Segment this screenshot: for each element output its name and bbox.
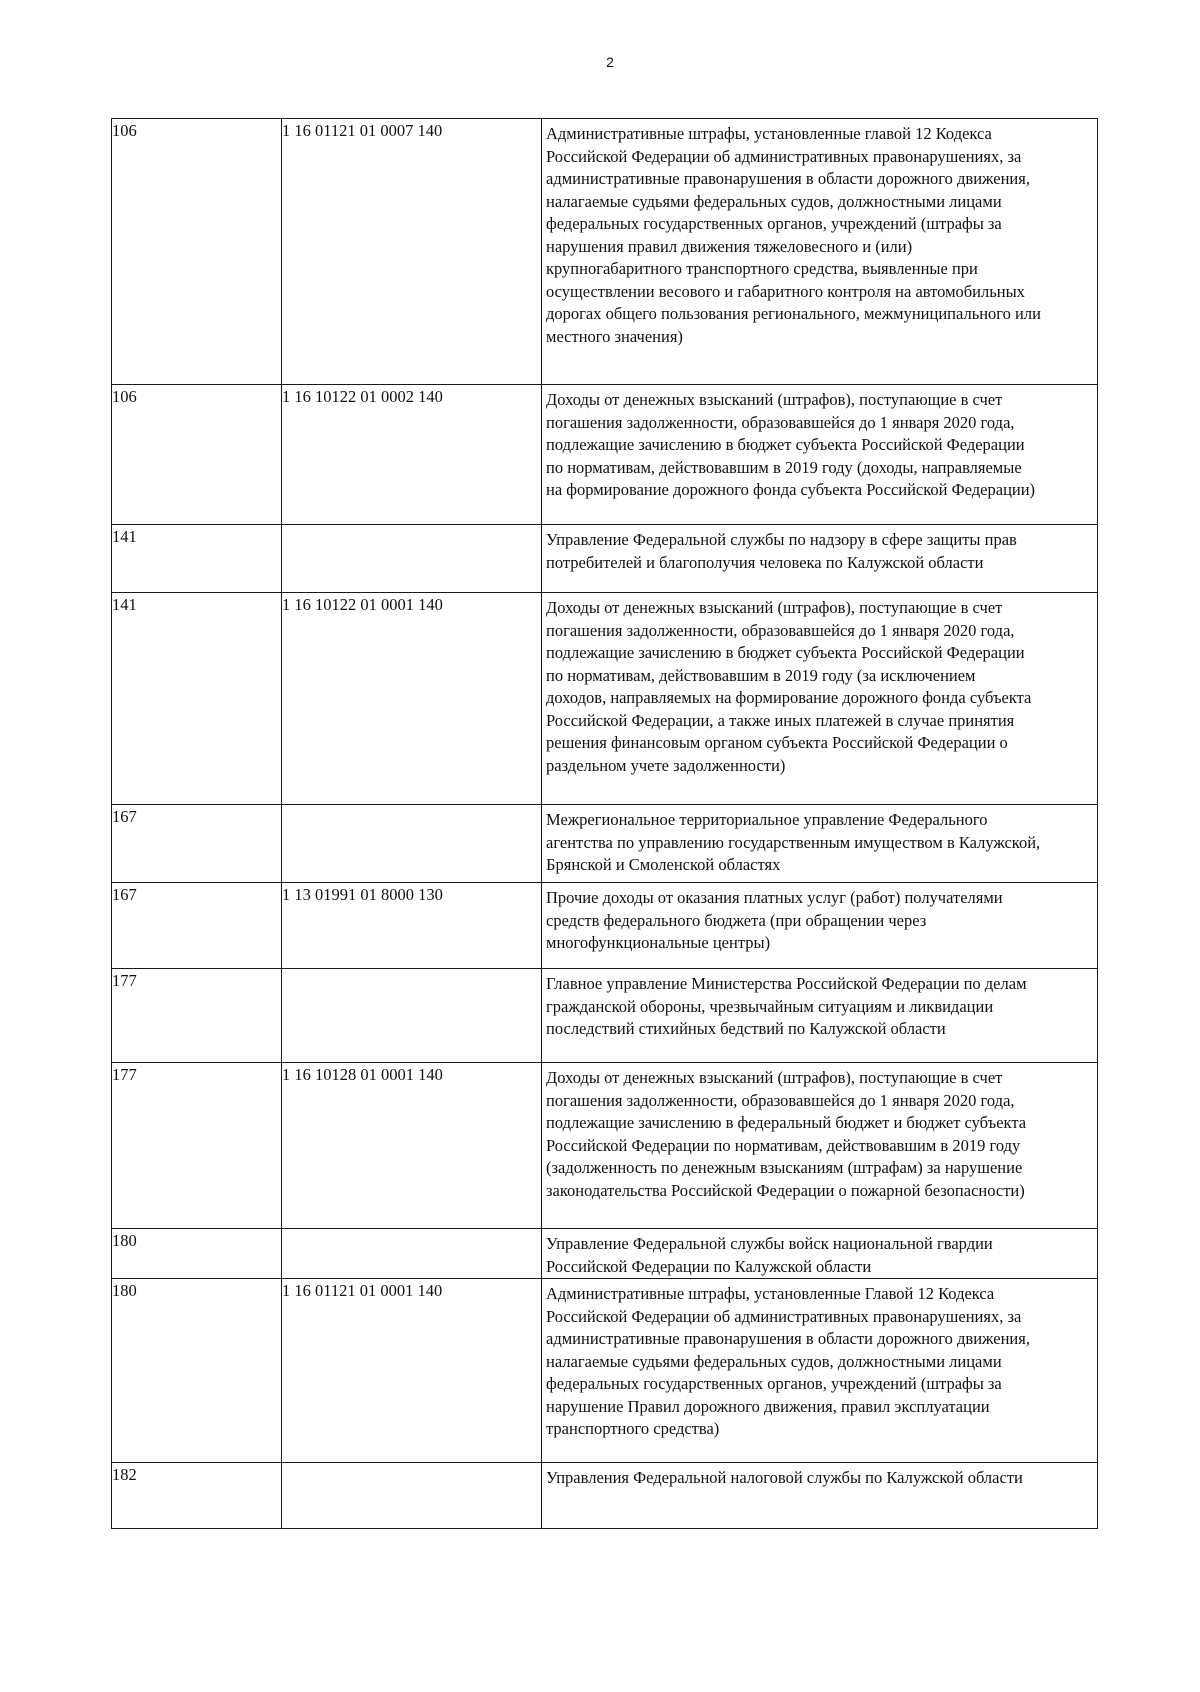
- table-row: [112, 525, 1098, 593]
- admin-code-cell: 177: [112, 969, 282, 1063]
- admin-code-cell: 177: [112, 1063, 282, 1229]
- table-row: [112, 1279, 1098, 1463]
- description-cell: Управление Федеральной службы войск национальной гвардии Российской Федерации по Калужской области: [542, 1229, 1098, 1279]
- table-body: [112, 119, 1098, 1529]
- admin-code-cell: 106: [112, 385, 282, 525]
- table-row: [112, 385, 1098, 525]
- description-cell: Доходы от денежных взысканий (штрафов), поступающие в счет погашения задолженности, образовавшейся до 1 января 2020 года, подлежащие зачислению в бюджет субъекта Российской Федерации по нормативам, действовавшим в 2019 году (доходы, направляемые на формирование дорожного фонда субъекта Российской Федерации): [542, 385, 1098, 525]
- kbk-code-cell: 1 16 10128 01 0001 140: [282, 1063, 542, 1229]
- description-cell: Доходы от денежных взысканий (штрафов), поступающие в счет погашения задолженности, образовавшейся до 1 января 2020 года, подлежащие зачислению в бюджет субъекта Российской Федерации по нормативам, действовавшим в 2019 году (за исключением доходов, направляемых на формирование дорожного фонда субъекта Российской Федерации, а также иных платежей в случае принятия решения финансовым органом субъекта Российской Федерации о раздельном учете задолженности): [542, 593, 1098, 805]
- table-row: [112, 805, 1098, 883]
- table-row: [112, 883, 1098, 969]
- table-row: [112, 1229, 1098, 1279]
- kbk-code-cell: 1 16 01121 01 0001 140: [282, 1279, 542, 1463]
- description-cell: Управления Федеральной налоговой службы по Калужской области: [542, 1463, 1098, 1529]
- kbk-code-cell: 1 16 01121 01 0007 140: [282, 119, 542, 385]
- admin-code-cell: 167: [112, 805, 282, 883]
- table-row: [112, 593, 1098, 805]
- kbk-code-cell: 1 13 01991 01 8000 130: [282, 883, 542, 969]
- table-row: [112, 969, 1098, 1063]
- description-cell: Главное управление Министерства Российской Федерации по делам гражданской обороны, чрезвычайным ситуациям и ликвидации последствий стихийных бедствий по Калужской области: [542, 969, 1098, 1063]
- admin-code-cell: 180: [112, 1229, 282, 1279]
- table-row: [112, 1063, 1098, 1229]
- kbk-code-cell: 1 16 10122 01 0002 140: [282, 385, 542, 525]
- description-cell: Прочие доходы от оказания платных услуг (работ) получателями средств федерального бюджета (при обращении через многофункциональные центры): [542, 883, 1098, 969]
- kbk-code-cell: [282, 1463, 542, 1529]
- admin-code-cell: 167: [112, 883, 282, 969]
- description-cell: Управление Федеральной службы по надзору в сфере защиты прав потребителей и благополучия человека по Калужской области: [542, 525, 1098, 593]
- table-row: [112, 1463, 1098, 1529]
- admin-code-cell: 180: [112, 1279, 282, 1463]
- budget-codes-table: [111, 118, 1098, 1529]
- admin-code-cell: 182: [112, 1463, 282, 1529]
- admin-code-cell: 141: [112, 593, 282, 805]
- description-cell: Доходы от денежных взысканий (штрафов), поступающие в счет погашения задолженности, образовавшейся до 1 января 2020 года, подлежащие зачислению в федеральный бюджет и бюджет субъекта Российской Федерации по нормативам, действовавшим в 2019 году (задолженность по денежным взысканиям (штрафам) за нарушение законодательства Российской Федерации о пожарной безопасности): [542, 1063, 1098, 1229]
- kbk-code-cell: [282, 805, 542, 883]
- table-row: [112, 119, 1098, 385]
- kbk-code-cell: 1 16 10122 01 0001 140: [282, 593, 542, 805]
- admin-code-cell: 106: [112, 119, 282, 385]
- description-cell: Межрегиональное территориальное управление Федерального агентства по управлению государственным имуществом в Калужской, Брянской и Смоленской областях: [542, 805, 1098, 883]
- description-cell: Административные штрафы, установленные Главой 12 Кодекса Российской Федерации об административных правонарушениях, за административные правонарушения в области дорожного движения, налагаемые судьями федеральных судов, должностными лицами федеральных государственных органов, учреждений (штрафы за нарушение Правил дорожного движения, правил эксплуатации транспортного средства): [542, 1279, 1098, 1463]
- description-cell: Административные штрафы, установленные главой 12 Кодекса Российской Федерации об административных правонарушениях, за административные правонарушения в области дорожного движения, налагаемые судьями федеральных судов, должностными лицами федеральных государственных органов, учреждений (штрафы за нарушения правил движения тяжеловесного и (или) крупногабаритного транспортного средства, выявленные при осуществлении весового и габаритного контроля на автомобильных дорогах общего пользования регионального, межмуниципального или местного значения): [542, 119, 1098, 385]
- kbk-code-cell: [282, 1229, 542, 1279]
- kbk-code-cell: [282, 525, 542, 593]
- admin-code-cell: 141: [112, 525, 282, 593]
- page-number: 2: [606, 54, 614, 70]
- kbk-code-cell: [282, 969, 542, 1063]
